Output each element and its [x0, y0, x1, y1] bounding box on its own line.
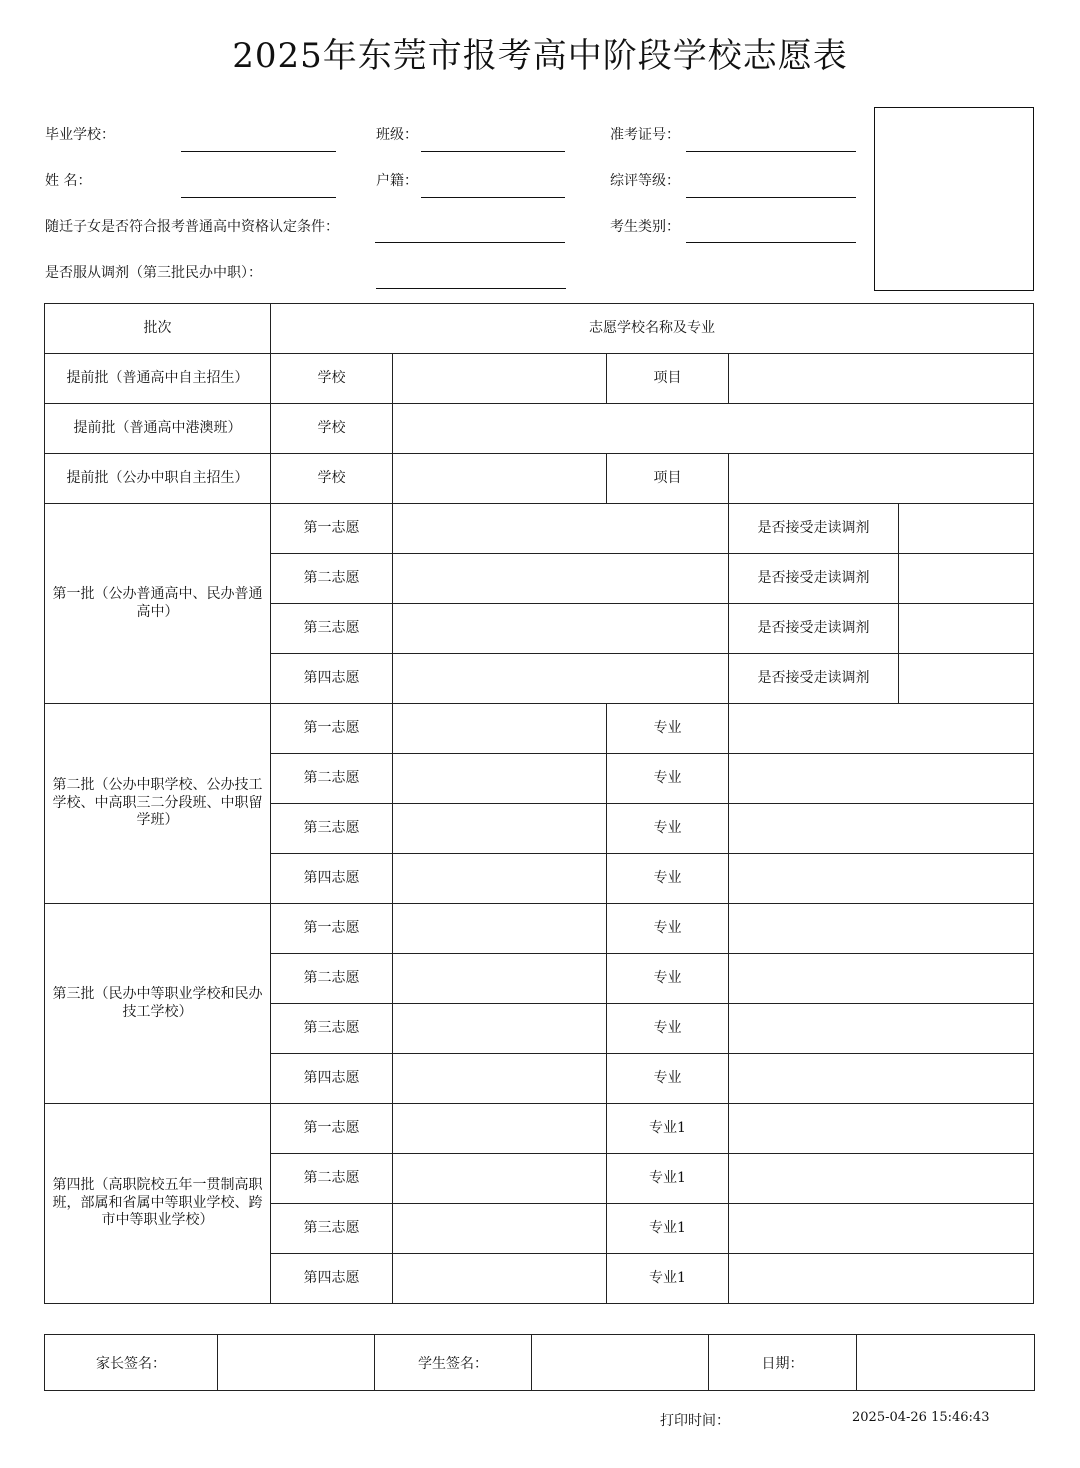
accept-transfer-input[interactable]: [899, 604, 1034, 654]
choice-input[interactable]: [393, 1054, 607, 1104]
accept-transfer-label: 是否接受走读调剂: [729, 504, 899, 554]
table-row: [45, 904, 1034, 954]
table-row: [45, 1104, 1034, 1154]
choice-label: 第四志愿: [271, 654, 393, 704]
date-label: 日期：: [709, 1335, 857, 1391]
choice-label: 第一志愿: [271, 1104, 393, 1154]
major-input[interactable]: [729, 804, 1034, 854]
obey-adjustment-field[interactable]: [376, 288, 566, 289]
exam-number-field[interactable]: [686, 151, 856, 152]
candidate-category-field[interactable]: [686, 242, 856, 243]
batch-3-label: 第三批（民办中等职业学校和民办技工学校）: [45, 904, 271, 1104]
school-input[interactable]: [393, 354, 607, 404]
hukou-label: 户籍：: [376, 173, 418, 189]
class-field[interactable]: [421, 151, 565, 152]
major1-label: 专业1: [607, 1154, 729, 1204]
project-input[interactable]: [729, 354, 1034, 404]
choice-label: 第二志愿: [271, 1154, 393, 1204]
choice-input[interactable]: [393, 804, 607, 854]
table-row: [45, 504, 1034, 554]
accept-transfer-label: 是否接受走读调剂: [729, 604, 899, 654]
exam-number-label: 准考证号：: [610, 127, 680, 143]
choice-label: 第三志愿: [271, 604, 393, 654]
school-label: 学校: [271, 454, 393, 504]
evaluation-grade-field[interactable]: [686, 197, 856, 198]
table-row: [45, 704, 1034, 754]
major-input[interactable]: [729, 904, 1034, 954]
major1-input[interactable]: [729, 1104, 1034, 1154]
school-input[interactable]: [393, 404, 1034, 454]
major-input[interactable]: [729, 1004, 1034, 1054]
signature-row: [45, 1335, 1035, 1391]
accept-transfer-label: 是否接受走读调剂: [729, 554, 899, 604]
accept-transfer-input[interactable]: [899, 654, 1034, 704]
major1-label: 专业1: [607, 1204, 729, 1254]
accept-transfer-label: 是否接受走读调剂: [729, 654, 899, 704]
class-label: 班级：: [376, 127, 418, 143]
major1-input[interactable]: [729, 1254, 1034, 1304]
choice-input[interactable]: [393, 554, 729, 604]
choice-label: 第一志愿: [271, 704, 393, 754]
header-batch: 批次: [45, 304, 271, 354]
batch-2-label: 第二批（公办中职学校、公办技工学校、中高职三二分段班、中职留学班）: [45, 704, 271, 904]
project-label: 项目: [607, 454, 729, 504]
choice-input[interactable]: [393, 854, 607, 904]
major-label: 专业: [607, 954, 729, 1004]
hukou-field[interactable]: [421, 197, 565, 198]
choice-input[interactable]: [393, 1004, 607, 1054]
choice-label: 第一志愿: [271, 504, 393, 554]
choice-table: [44, 303, 1034, 1304]
migrant-qualification-field[interactable]: [375, 242, 565, 243]
photo-box: [874, 107, 1034, 291]
choice-input[interactable]: [393, 604, 729, 654]
student-name-label: 姓 名：: [45, 173, 92, 189]
candidate-category-label: 考生类别：: [610, 219, 680, 235]
choice-input[interactable]: [393, 704, 607, 754]
school-label: 学校: [271, 404, 393, 454]
school-label: 学校: [271, 354, 393, 404]
choice-label: 第三志愿: [271, 1004, 393, 1054]
school-input[interactable]: [393, 454, 607, 504]
project-label: 项目: [607, 354, 729, 404]
student-name-field[interactable]: [181, 197, 336, 198]
evaluation-grade-label: 综评等级：: [610, 173, 680, 189]
accept-transfer-input[interactable]: [899, 504, 1034, 554]
graduation-school-label: 毕业学校：: [45, 127, 115, 143]
student-signature-label: 学生签名：: [375, 1335, 532, 1391]
choice-input[interactable]: [393, 504, 729, 554]
table-row: [45, 404, 1034, 454]
parent-signature-input[interactable]: [218, 1335, 375, 1391]
choice-label: 第二志愿: [271, 554, 393, 604]
choice-input[interactable]: [393, 1104, 607, 1154]
graduation-school-field[interactable]: [181, 151, 336, 152]
major-label: 专业: [607, 754, 729, 804]
choice-label: 第二志愿: [271, 754, 393, 804]
print-time-value: 2025-04-26 15:46:43: [852, 1410, 990, 1425]
batch-4-label: 第四批（高职院校五年一贯制高职班，部属和省属中等职业学校、跨市中等职业学校）: [45, 1104, 271, 1304]
major-label: 专业: [607, 704, 729, 754]
choice-label: 第三志愿: [271, 1204, 393, 1254]
choice-input[interactable]: [393, 1204, 607, 1254]
major1-input[interactable]: [729, 1204, 1034, 1254]
early-batch-2-label: 提前批（普通高中港澳班）: [45, 404, 271, 454]
table-row: [45, 354, 1034, 404]
batch-1-label: 第一批（公办普通高中、民办普通高中）: [45, 504, 271, 704]
page-title: 2025年东莞市报考高中阶段学校志愿表: [232, 36, 848, 76]
header-choice: 志愿学校名称及专业: [271, 304, 1034, 354]
print-time-label: 打印时间：: [660, 1413, 730, 1429]
choice-input[interactable]: [393, 754, 607, 804]
major-input[interactable]: [729, 954, 1034, 1004]
major1-input[interactable]: [729, 1154, 1034, 1204]
major-label: 专业: [607, 1054, 729, 1104]
choice-label: 第四志愿: [271, 854, 393, 904]
choice-label: 第三志愿: [271, 804, 393, 854]
major-label: 专业: [607, 854, 729, 904]
choice-label: 第四志愿: [271, 1254, 393, 1304]
project-input[interactable]: [729, 454, 1034, 504]
choice-input[interactable]: [393, 954, 607, 1004]
choice-label: 第四志愿: [271, 1054, 393, 1104]
major-input[interactable]: [729, 704, 1034, 754]
major-label: 专业: [607, 904, 729, 954]
choice-input[interactable]: [393, 1154, 607, 1204]
migrant-qualification-label: 随迁子女是否符合报考普通高中资格认定条件：: [45, 219, 339, 235]
major1-label: 专业1: [607, 1104, 729, 1154]
table-header-row: [45, 304, 1034, 354]
table-row: [45, 454, 1034, 504]
signature-table: [44, 1334, 1035, 1391]
early-batch-3-label: 提前批（公办中职自主招生）: [45, 454, 271, 504]
major1-label: 专业1: [607, 1254, 729, 1304]
obey-adjustment-label: 是否服从调剂（第三批民办中职）：: [45, 265, 262, 281]
choice-input[interactable]: [393, 654, 729, 704]
parent-signature-label: 家长签名：: [45, 1335, 218, 1391]
student-signature-input[interactable]: [532, 1335, 709, 1391]
major-input[interactable]: [729, 754, 1034, 804]
early-batch-1-label: 提前批（普通高中自主招生）: [45, 354, 271, 404]
choice-label: 第二志愿: [271, 954, 393, 1004]
major-label: 专业: [607, 804, 729, 854]
choice-input[interactable]: [393, 1254, 607, 1304]
accept-transfer-input[interactable]: [899, 554, 1034, 604]
choice-input[interactable]: [393, 904, 607, 954]
major-input[interactable]: [729, 1054, 1034, 1104]
date-input[interactable]: [857, 1335, 1035, 1391]
major-label: 专业: [607, 1004, 729, 1054]
major-input[interactable]: [729, 854, 1034, 904]
choice-label: 第一志愿: [271, 904, 393, 954]
